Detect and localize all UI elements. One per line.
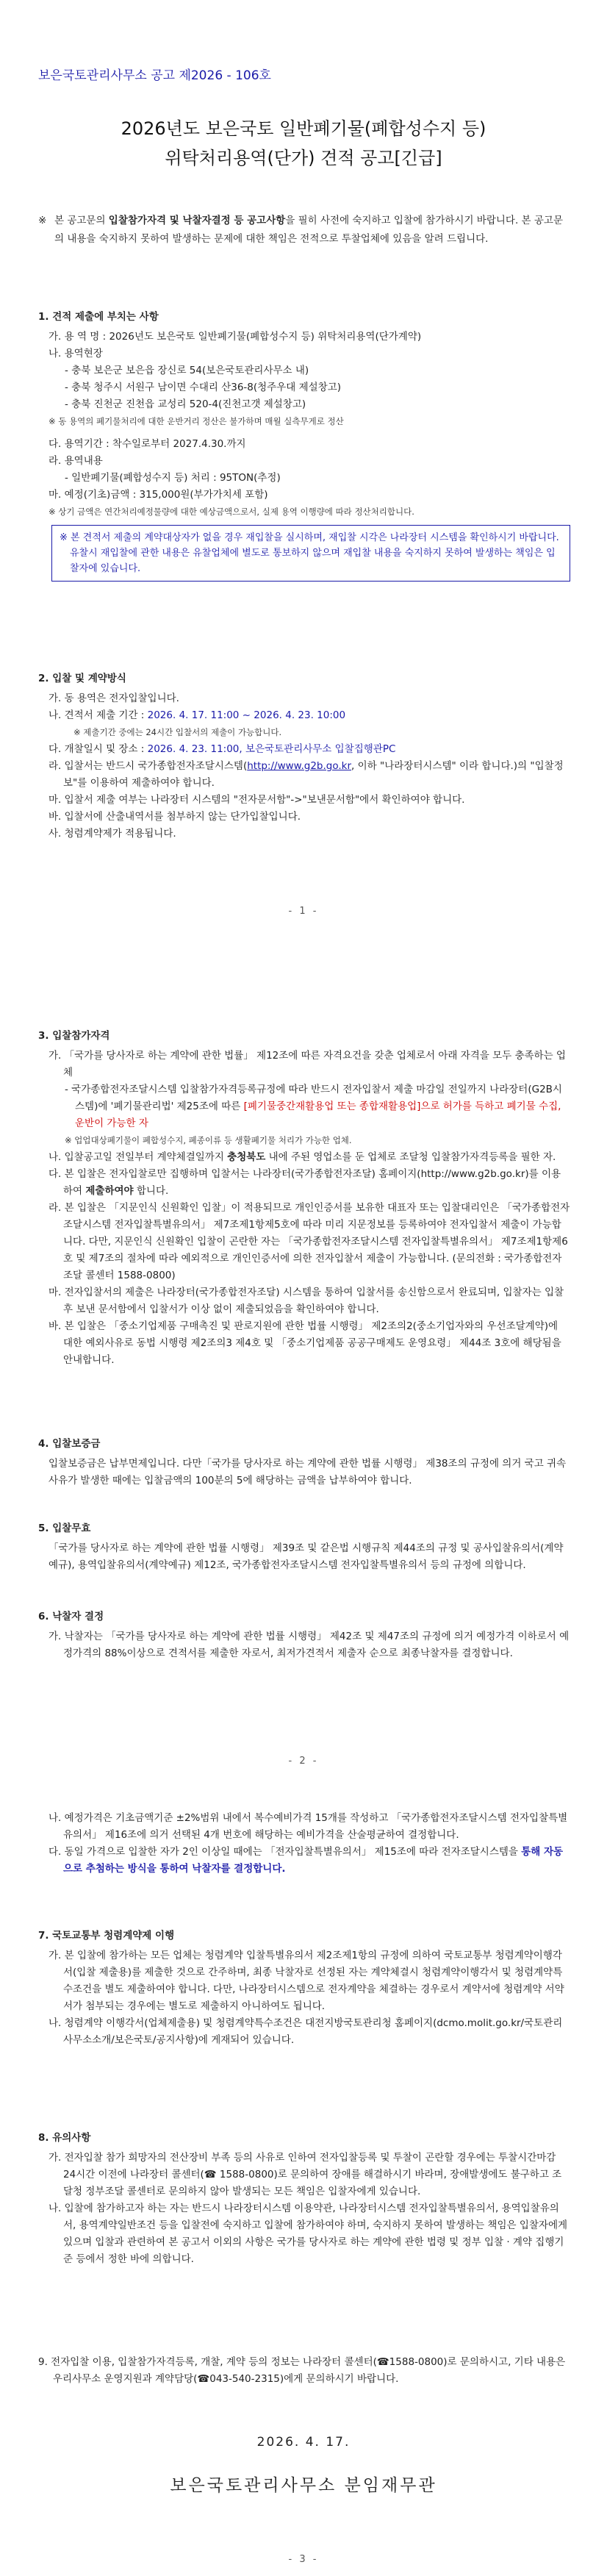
reference-mark: ※: [38, 215, 47, 226]
section-9: 9. 전자입찰 이용, 입찰참가자격등록, 개찰, 계약 등의 정보는 나라장터 콜센터(☎1588-0800)로 문의하시고, 기타 내용은 우리사무소 운영지원과 계약담당(☎043-540-2315)에게 문의하시기 바랍니다.: [38, 2356, 566, 2385]
page-2: [0, 932, 607, 1781]
site-note: ※ 동 용역의 폐기물처리에 대한 운반거리 정산은 불가하며 매월 실측무게로 정산: [49, 416, 344, 426]
amount-note: ※ 상기 금액은 연간처리예정물량에 대한 예상금액으로서, 실제 용역 이행량에 따라 정산처리합니다.: [49, 507, 414, 517]
submission-period: 2026. 4. 17. 11:00 ~ 2026. 4. 23. 10:00: [147, 709, 346, 721]
section-heading: 3. 입찰참가자격: [38, 1030, 110, 1042]
document-title-line2: 위탁처리용역(단가) 견적 공고[긴급]: [165, 148, 442, 168]
page-3: [0, 1781, 607, 2576]
section-heading: 8. 유의사항: [38, 2132, 91, 2144]
service-site-3: - 충북 진천군 진천읍 교성리 520-4(진천고갯 제설창고): [65, 398, 306, 410]
intro-emphasis: 입찰참가자격 및 낙찰자결정 등 공고사항: [108, 215, 286, 226]
service-site-1: - 충북 보은군 보은읍 장신로 54(보은국토관리사무소 내): [65, 365, 309, 376]
section-heading: 6. 낙찰자 결정: [38, 1611, 104, 1622]
lottery-method: 통해 자동으로 추첨하는 방식을 통하여 낙찰자를 결정합니다.: [63, 1846, 564, 1875]
intro-notice: ※ 본 공고문의 입찰참가자격 및 낙찰자결정 등 공고사항을 필히 사전에 숙지하고 입찰에 참가하시기 바랍니다. 본 공고문의 내용을 숙지하지 못하여 발생하는 문제에 대한 책임은 전적으로 투찰업체에 있음을 알려 드립니다.: [38, 212, 569, 248]
service-content-label: 라. 용역내용: [49, 455, 103, 467]
section-heading: 5. 입찰무효: [38, 1523, 91, 1534]
license-requirement: [폐기물중간재활용업 또는 종합재활용업]으로 허가를 득하고 폐기물 수집, 운반이 가능한 자: [75, 1101, 561, 1129]
section-1: [38, 309, 570, 586]
opening-datetime: 2026. 4. 23. 11:00, 보은국토관리사무소 입찰집행관PC: [147, 743, 396, 755]
section-8: 8. 유의사항 가. 전자입찰 참가 희망자의 전산장비 부족 등의 사유로 인하여 전자입찰등록 및 투찰이 곤란할 경우에는 투찰시간마감 24시간 이전에 나라장터 콜센터(☎ 1588-0800)로 문의하여 장애를 해결하시기 바라며, 장애발생에도 불구하고 조달청 정부조달 콜센터로 문의하지 않아 발생되는 모든 책임은 입찰자에게 있습니다. 나. 입찰에 참가하고자 하는 자는 반드시 나라장터시스템 이용약관, 나라장터시스템 전자입찰특별유의서, 용역입찰유의서, 용역계약일반조건 등을 입찰전에 숙지하고 입찰에 참가하여야 하며, 숙지하지 못하여 발생하는 책임은 입찰자에게 있으며 입찰과 관련하여 본 공고서 이외의 사항은 국가를 당사자로 하는 계약에 관한 법령 및 정부 입찰 · 계약 집행기준 등에서 정한 바에 의합니다.: [38, 2130, 570, 2268]
service-site-label: 나. 용역현장: [49, 348, 103, 359]
service-site-2: - 충북 청주시 서원구 남이면 수대리 산36-8(청주우대 제설창고): [65, 382, 342, 393]
notice-date: 2026. 4. 17.: [256, 2435, 351, 2450]
section-heading: 2. 입찰 및 계약방식: [38, 673, 126, 684]
section-heading: 7. 국토교통부 청렴계약제 이행: [38, 1930, 175, 1942]
section-heading: 4. 입찰보증금: [38, 1438, 101, 1450]
section-4: 4. 입찰보증금 입찰보증금은 납부면제입니다. 다만「국가를 당사자로 하는 계약에 관한 법률 시행령」 제38조의 규정에 의거 국고 귀속 사유가 발생한 때에는 입찰금액의 100분의 5에 해당하는 금액을 납부하여야 합니다.: [38, 1436, 570, 1489]
section-3: 3. 입찰참가자격 가. 「국가를 당사자로 하는 계약에 관한 법률」 제12조에 따른 자격요건을 갖춘 업체로서 아래 자격을 모두 충족하는 업체 - 국가종합전자조달시스템 입찰참가자격등록규정에 따라 반드시 전자입찰서 제출 마감일 전일까지 나라장터(G2B시스템)에 '폐기물관리법' 제25조에 따른 [폐기물중간재활용업 또는 종합재활용업]으로 허가를 득하고 폐기물 수집, 운반이 가능한 자 ※ 업업대상폐기물이 폐합성수지, 폐종이류 등 생활폐기물 처리가 가능한 업체. 나. 입찰공고일 전일부터 계약체결일까지 충청북도 내에 주된 영업소를 둔 업체로 조달청 입찰참가자격등록을 필한 자. 다. 본 입찰은 전자입찰로만 집행하며 입찰서는 나라장터(국가종합전자조달) 홈페이지(http://www.g2b.go.kr)를 이용하여 제출하여야 합니다. 라. 본 입찰은 「지문인식 신원확인 입찰」이 적용되므로 개인인증서를 보유한 대표자 또는 입찰대리인은 「국가종합전자조달시스템 전자입찰특별유의서」 제7조제1항제5호에 따라 미리 지문정보를 등록하여야 전자입찰서 제출이 가능합니다. 다만, 지문인식 신원확인 입찰이 곤란한 자는 「국가종합전자조달시스템 전자입찰특별유의서」 제7조제1항제6호 및 제7조의 절차에 따라 예외적으로 개인인증서에 의한 전자입찰서 제출이 가능합니다. (문의전화 : 국가종합전자조달 콜센터 1588-0800) 마. 전자입찰서의 제출은 나라장터(국가종합전자조달) 시스템을 통하여 입찰서를 송신함으로서 완료되며, 입찰자는 입찰 후 보낸 문서함에서 입찰서가 이상 없이 제출되었음을 확인하여야 합니다. 바. 본 입찰은 「중소기업제품 구매촉진 및 판로지원에 관한 법률 시행령」 제2조의2(중소기업자와의 우선조달계약)에 대한 예외사유로 동법 시행령 제2조의3 제4호 및 「중소기업제품 공공구매제도 운영요령」 제44조 3호에 해당됨을 안내합니다.: [38, 1028, 570, 1369]
rebid-notice-box: ※ 본 견적서 제출의 계약대상자가 없을 경우 재입찰을 실시하며, 재입찰 시각은 나라장터 시스템을 확인하시기 바랍니다. 유찰시 재입찰에 관한 내용은 유찰업체에 별도로 통보하지 않으며 재입찰 내용을 숙지하지 못하여 발생하는 책임은 입찰자에 있습니다.: [51, 525, 570, 582]
notice-number: 보은국토관리사무소 공고 제2026 - 106호: [38, 68, 271, 83]
section-6-continued: 나. 예정가격은 기초금액기준 ±2%범위 내에서 복수예비가격 15개를 작성하고 「국가종합전자조달시스템 전자입찰특별유의서」 제16조에 의거 선택된 4개 번호에 해당하는 예비가격을 산술평균하여 결정합니다. 다. 동일 가격으로 입찰한 자가 2인 이상일 때에는 「전자입찰특별유의서」 제15조에 따라 전자조달시스템을 통해 자동으로 추첨하는 방식을 통하여 낙찰자를 결정합니다.: [49, 1812, 568, 1875]
page-1: [0, 0, 607, 932]
section-5: 5. 입찰무효 「국가를 당사자로 하는 계약에 관한 법률 시행령」 제39조 및 같은법 시행규칙 제44조의 규정 및 공사입찰유의서(계약예규), 용역입찰유의서(계약예규) 제12조, 국가종합전자조달시스템 전자입찰특별유의서 등의 규정에 의합니다.: [38, 1520, 570, 1574]
page-number: - 2 -: [288, 1756, 319, 1767]
base-amount: 마. 예정(기초)금액 : 315,000원(부가가치세 포함): [49, 489, 268, 501]
document-title-line1: 2026년도 보은국토 일반폐기물(폐합성수지 등): [121, 118, 486, 139]
page-number: - 1 -: [288, 906, 319, 917]
service-period: 다. 용역기간 : 착수일로부터 2027.4.30.까지: [49, 438, 246, 450]
issuer-signature: 보은국토관리사무소 분임재무관: [170, 2476, 437, 2495]
section-6: 6. 낙찰자 결정 가. 낙찰자는 「국가를 당사자로 하는 계약에 관한 법률 시행령」 제42조 및 제47조의 규정에 의거 예정가격 이하로서 예정가격의 88%이상으로 견적서를 제출한 자로서, 최저가견적서 제출자 순으로 최종낙찰자를 결정합니다.: [38, 1609, 570, 1662]
service-content-1: - 일반폐기물(폐합성수지 등) 처리 : 95TON(추정): [65, 472, 281, 484]
section-2: 2. 입찰 및 계약방식 가. 동 용역은 전자입찰입니다. 나. 견적서 제출 기간 : 2026. 4. 17. 11:00 ~ 2026. 4. 23. 10:00 ※ 제출기간 중에는 24시간 입찰서의 제출이 가능합니다. 다. 개찰일시 및 장소 : 2026. 4. 23. 11:00, 보은국토관리사무소 입찰집행관PC 라. 입찰서는 반드시 국가종합전자조달시스템(http://www.g2b.go.kr, 이하 "나라장터시스템" 이라 합니다.)의 "입찰정보"를 이용하여 제출하여야 합니다. 마. 입찰서 제출 여부는 나라장터 시스템의 "전자문서함"->"보낸문서함"에서 확인하여야 합니다. 바. 입찰서에 산출내역서를 첨부하지 않는 단가입찰입니다. 사. 청렴계약제가 적용됩니다.: [38, 670, 570, 842]
g2b-link[interactable]: http://www.g2b.go.kr: [247, 760, 352, 772]
section-heading: 1. 견적 제출에 부치는 사항: [38, 311, 159, 323]
page-number: - 3 -: [288, 2554, 319, 2565]
region-requirement: 충청북도: [227, 1151, 266, 1163]
section-7: 7. 국토교통부 청렴계약제 이행 가. 본 입찰에 참가하는 모든 업체는 청렴계약 입찰특별유의서 제2조제1항의 규정에 의하여 국토교통부 청렴계약이행각서(입찰 제출용)를 제출한 것으로 간주하며, 최종 낙찰자로 선정된 자는 계약체결시 청렴계약이행각서 및 청렴계약특수조건을 별도 제출하여야 합니다. 다만, 나라장터시스템으로 전자계약을 체결하는 경우로서 계약서에 청렴계약 서약서가 첨부되는 경우에는 별도로 제출하지 아니하여도 됩니다. 나. 청렴계약 이행각서(업체제출용) 및 청렴계약특수조건은 대전지방국토관리청 홈페이지(dcmo.molit.go.kr/국토관리사무소소개/보은국토/공지사항)에 게재되어 있습니다.: [38, 1928, 570, 2049]
service-name: 가. 용 역 명 : 2026년도 보은국토 일반폐기물(폐합성수지 등) 위탁처리용역(단가계약): [49, 331, 422, 343]
